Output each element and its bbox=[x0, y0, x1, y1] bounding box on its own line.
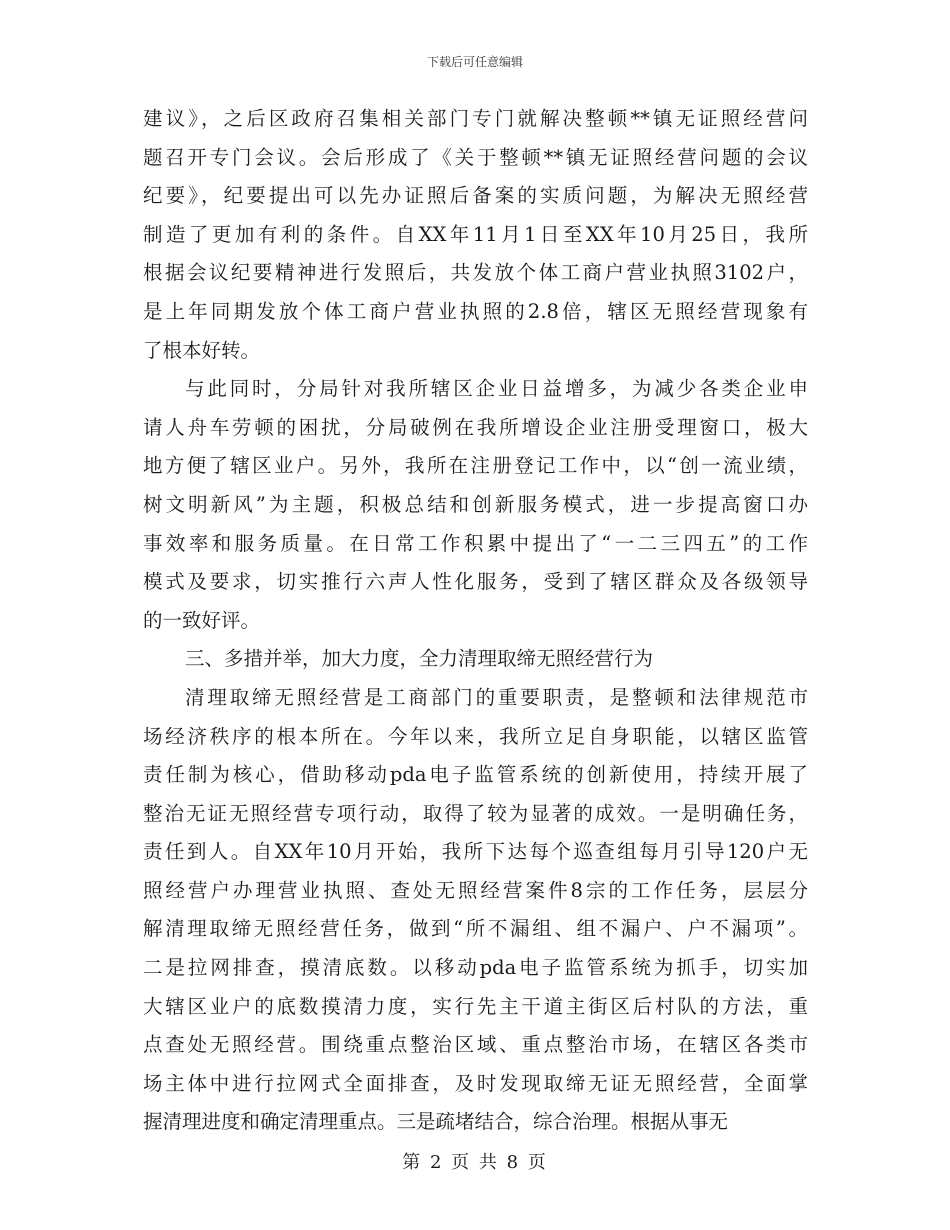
text-line: 大辖区业户的底数摸清力度，实行先主干道主街区后村队的方法，重 bbox=[143, 994, 808, 1018]
text-line: 场主体中进行拉网式全面排查，及时发现取缔无证无照经营，全面掌 bbox=[143, 1071, 808, 1095]
text-line: 事效率和服务质量。在日常工作积累中提出了“一二三四五”的工作 bbox=[143, 531, 808, 555]
text-line: 树文明新风”为主题，积极总结和创新服务模式，进一步提高窗口办 bbox=[143, 492, 808, 516]
text-line: 制造了更加有利的条件。自XX年11月1日至XX年10月25日，我所 bbox=[143, 222, 808, 246]
text-line: 的一致好评。 bbox=[143, 608, 261, 632]
text-line: 照经营户办理营业执照、查处无照经营案件8宗的工作任务，层层分 bbox=[143, 878, 808, 902]
text-line: 与此同时，分局针对我所辖区企业日益增多，为减少各类企业申 bbox=[185, 377, 808, 401]
text-line: 整治无证无照经营专项行动，取得了较为显著的成效。一是明确任务， bbox=[143, 801, 808, 825]
text-line: 点查处无照经营。围绕重点整治区域、重点整治市场，在辖区各类市 bbox=[143, 1033, 808, 1057]
text-line: 责任制为核心，借助移动pda电子监管系统的创新使用，持续开展了 bbox=[143, 763, 808, 787]
text-line: 清理取缔无照经营是工商部门的重要职责，是整顿和法律规范市 bbox=[185, 685, 808, 709]
text-line: 建议》，之后区政府召集相关部门专门就解决整顿**镇无证照经营问 bbox=[143, 107, 808, 130]
text-line: 请人舟车劳顿的困扰，分局破例在我所增设企业注册受理窗口，极大 bbox=[143, 415, 808, 439]
paragraph bbox=[143, 370, 808, 640]
text-line: 责任到人。自XX年10月开始，我所下达每个巡查组每月引导120户无 bbox=[143, 840, 808, 864]
paragraph bbox=[143, 679, 808, 1142]
text-line: 了根本好转。 bbox=[143, 338, 261, 362]
text-line: 地方便了辖区业户。另外，我所在注册登记工作中，以“创一流业绩， bbox=[143, 454, 808, 478]
text-line: 三、多措并举，加大力度，全力清理取缔无照经营行为 bbox=[185, 647, 654, 671]
paragraph bbox=[143, 640, 808, 679]
text-line: 二是拉网排查，摸清底数。以移动pda电子监管系统为抓手，切实加 bbox=[143, 956, 808, 980]
text-line: 根据会议纪要精神进行发照后，共发放个体工商户营业执照3102户， bbox=[143, 261, 808, 285]
text-line: 是上年同期发放个体工商户营业执照的2.8倍，辖区无照经营现象有 bbox=[143, 299, 808, 323]
document-body bbox=[143, 100, 808, 1142]
text-line: 题召开专门会议。会后形成了《关于整顿**镇无证照经营问题的会议 bbox=[143, 145, 808, 169]
text-line: 场经济秩序的根本所在。今年以来，我所立足自身职能，以辖区监管 bbox=[143, 724, 808, 748]
text-line: 模式及要求，切实推行六声人性化服务，受到了辖区群众及各级领导 bbox=[143, 570, 808, 594]
text-line: 纪要》，纪要提出可以先办证照后备案的实质问题，为解决无照经营 bbox=[143, 184, 808, 208]
page-footer: 第 2 页 共 8 页 bbox=[402, 1152, 548, 1173]
page-header: 下载后可任意编辑 bbox=[426, 55, 523, 69]
text-line: 握清理进度和确定清理重点。三是疏堵结合，综合治理。根据从事无 bbox=[143, 1110, 729, 1134]
paragraph bbox=[143, 100, 808, 370]
text-line: 解清理取缔无照经营任务，做到“所不漏组、组不漏户、户不漏项”。 bbox=[143, 917, 808, 941]
